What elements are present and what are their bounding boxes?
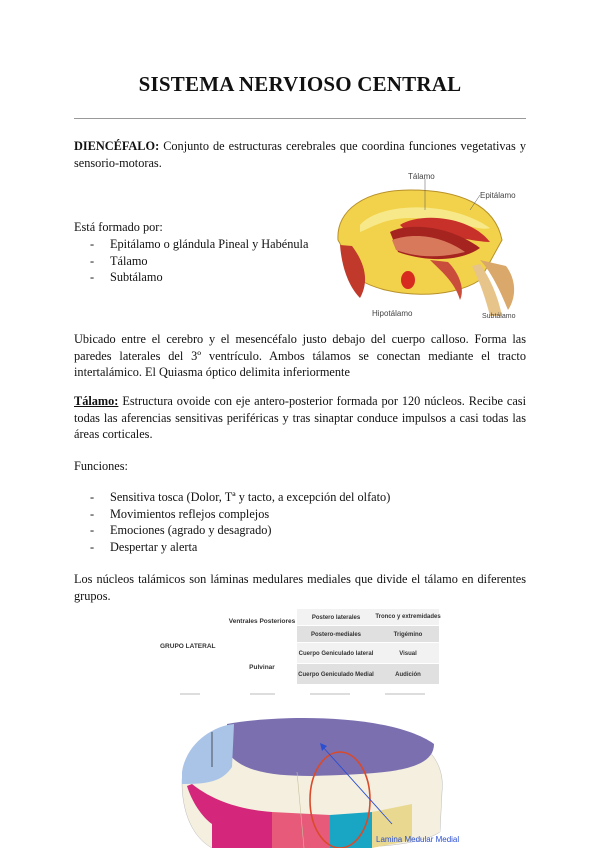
page-title: SISTEMA NERVIOSO CENTRAL <box>138 72 462 96</box>
list-item: - Sensitiva tosca (Dolor, Tª y tacto, a excepción del olfato) <box>90 490 391 504</box>
ubicado-paragraph: Ubicado entre el cerebro y el mesencéfalo justo debajo del cuerpo calloso. Forma las paredes laterales del 3º ventrículo. Ambos tálamos se conectan mediante el tracto intertalámico. El Quiasma óptico delimita inferiormente <box>74 332 526 379</box>
pulvinar-label: Pulvinar <box>249 664 275 671</box>
diencefalo-paragraph <box>74 138 526 171</box>
row-nucleus: Cuerpo Geniculado lateral <box>298 651 374 657</box>
thalamus-3d-figure <box>172 712 462 848</box>
row-function: Visual <box>399 651 417 657</box>
ventrales-label: Ventrales Posteriores <box>228 618 296 625</box>
formado-list <box>74 236 344 286</box>
funciones-list <box>74 489 526 555</box>
talamo-paragraph <box>74 393 526 443</box>
title-divider <box>74 118 526 119</box>
list-item: - Movimientos reflejos complejos <box>90 506 270 521</box>
row-function: Tronco y extremidades <box>375 614 441 620</box>
list-item: - Tálamo <box>90 253 148 268</box>
talamo-text: Estructura ovoide con eje antero-posterior formada por 120 núcleos. Recibe casi todas las aferencias sensitivas periféricas y tras sinaptar conduce impulsos a casi todas las áreas corticales. <box>74 394 526 441</box>
formado-intro: Está formado por: <box>74 220 163 234</box>
row-nucleus: Cuerpo Geniculado Medial <box>298 672 374 678</box>
lamina-medular-callout: Lamina Medular Medial <box>376 835 460 844</box>
row-nucleus: Postero laterales <box>311 615 361 621</box>
diencefalo-term: DIENCÉFALO: <box>74 139 160 153</box>
list-item: - Emociones (agrado y desagrado) <box>90 523 272 537</box>
talamo-term: Tálamo: <box>74 394 119 408</box>
list-item: - Subtálamo <box>90 270 163 284</box>
list-item: - Despertar y alerta <box>90 539 198 554</box>
label-subtalamo: Subtálamo <box>482 313 516 320</box>
brain-illustration <box>338 190 514 316</box>
list-item: - Epitálamo o glándula Pineal y Habénula <box>90 237 309 251</box>
label-talamo: Tálamo <box>408 172 435 181</box>
row-nucleus: Postero-mediales <box>310 632 362 638</box>
funciones-label: Funciones: <box>74 459 128 473</box>
label-hipotalamo: Hipotálamo <box>372 309 413 318</box>
label-epitalamo: Epitálamo <box>480 191 516 200</box>
nucleos-paragraph: Los núcleos talámicos son láminas medulares mediales que divide el tálamo en diferentes grupos. <box>74 572 526 603</box>
diencefalo-text: Conjunto de estructuras cerebrales que coordina funciones vegetativas y sensorio-motoras. <box>74 139 526 170</box>
row-function: Audición <box>395 672 421 678</box>
nuclei-table-figure <box>150 606 460 698</box>
thalamus-illustration <box>182 718 442 848</box>
diencephalon-figure <box>330 170 530 320</box>
row-function: Trigémino <box>393 632 423 638</box>
group-lateral-label: GRUPO LATERAL <box>160 643 216 650</box>
